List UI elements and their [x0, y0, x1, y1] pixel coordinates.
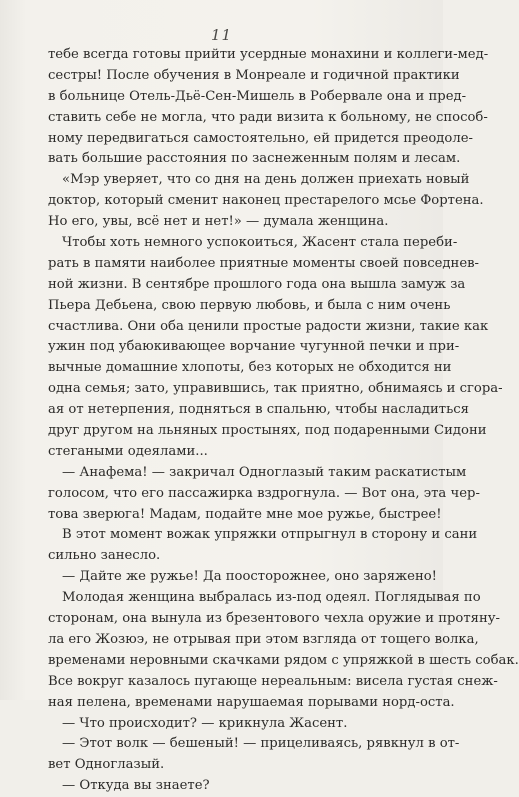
- text-line: ла его Жозюэ, не отрывая при этом взгляда от тощего волка,: [48, 631, 479, 647]
- text-line: голосом, что его пассажирка вздрогнула. — Вот она, эта чер-: [48, 485, 480, 501]
- text-line: «Мэр уверяет, что со дня на день должен приехать новый: [62, 172, 470, 188]
- text-line: ному передвигаться самостоятельно, ей придется преодоле-: [48, 130, 474, 146]
- text-line: в больнице Отель-Дьё-Сен-Мишель в Робервале она и пред-: [48, 88, 467, 104]
- text-line: друг другом на льняных простынях, под подаренными Сидони: [48, 423, 487, 439]
- text-line: — Откуда вы знаете?: [62, 778, 210, 794]
- text-line: сторонам, она вынула из брезентового чехла оружие и протяну-: [48, 611, 500, 627]
- text-line: това зверюга! Мадам, подайте мне мое ружье, быстрее!: [48, 506, 442, 522]
- text-line: Но его, увы, всё нет и нет!» — думала женщина.: [48, 214, 389, 230]
- text-line: сильно занесло.: [48, 548, 161, 564]
- text-line: Молодая женщина выбралась из-под одеял. Поглядывая по: [62, 590, 481, 606]
- text-line: тебе всегда готовы прийти усердные монахини и коллеги-мед-: [48, 47, 489, 62]
- text-line: — Дайте же ружье! Да поосторожнее, оно заряжено!: [62, 569, 437, 585]
- text-line: — Этот волк — бешеный! — прицеливаясь, рявкнул в от-: [62, 736, 460, 752]
- text-line: вычные домашние хлопоты, без которых не обходится ни: [48, 360, 452, 376]
- body-text: [48, 45, 519, 797]
- text-line: временами неровными скачками рядом с упряжкой в шесть собак.: [48, 652, 519, 668]
- text-line: стегаными одеялами...: [48, 443, 208, 459]
- text-line: — Что происходит? — крикнула Жасент.: [62, 715, 348, 731]
- text-line: ставить себе не могла, что ради визита к больному, не способ-: [48, 109, 488, 125]
- text-line: ужин под убаюкивающее ворчание чугунной печки и при-: [48, 339, 460, 355]
- text-line: — Анафема! — закричал Одноглазый таким раскатистым: [62, 464, 467, 480]
- text-line: доктор, который сменит наконец престарелого мсье Фортена.: [48, 193, 484, 209]
- text-line: Чтобы хоть немного успокоиться, Жасент стала переби-: [62, 235, 458, 251]
- page-number: 11: [210, 26, 233, 44]
- text-line: Все вокруг казалось пугающе нереальным: висела густая снеж-: [48, 673, 498, 689]
- text-line: В этот момент вожак упряжки отпрыгнул в сторону и сани: [62, 527, 478, 543]
- text-line: рать в памяти наиболее приятные моменты своей повседнев-: [48, 255, 480, 271]
- text-line: сестры! После обучения в Монреале и годичной практики: [48, 67, 460, 83]
- text-line: ая от нетерпения, подняться в спальню, чтобы насладиться: [48, 402, 469, 418]
- text-line: вать большие расстояния по заснеженным полям и лесам.: [48, 151, 461, 167]
- text-line: вет Одноглазый.: [48, 757, 165, 773]
- text-line: ной жизни. В сентябре прошлого года она вышла замуж за: [48, 276, 466, 292]
- text-line: Пьера Дебьена, свою первую любовь, и была с ним очень: [48, 297, 451, 313]
- text-line: ная пелена, временами нарушаемая порывами норд-оста.: [48, 694, 455, 710]
- text-line: одна семья; зато, управившись, так приятно, обнимаясь и сгора-: [48, 381, 503, 397]
- text-line: счастлива. Они оба ценили простые радости жизни, такие как: [48, 318, 489, 334]
